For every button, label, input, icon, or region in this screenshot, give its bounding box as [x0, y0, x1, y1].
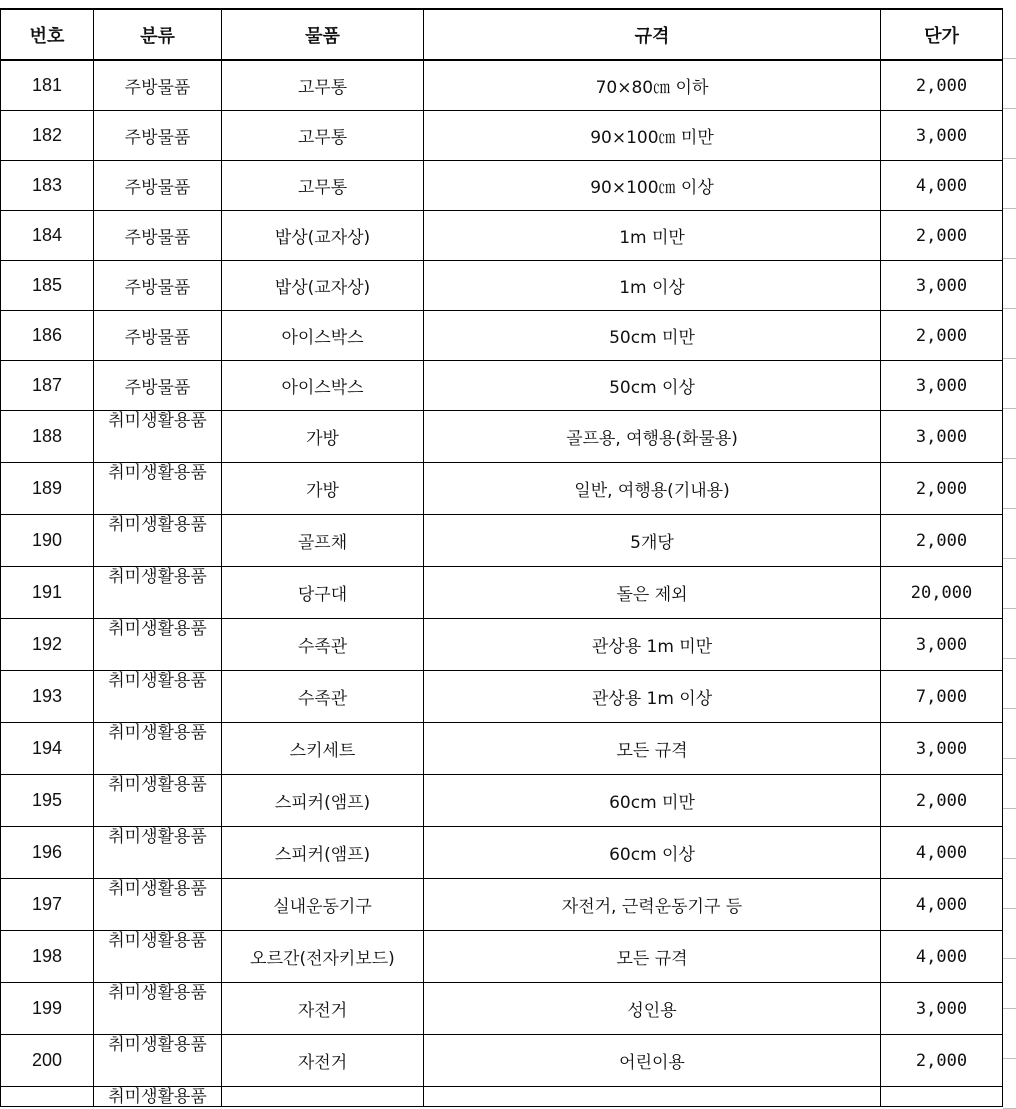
cell-category [94, 411, 222, 463]
header-number: 번호 [1, 9, 94, 60]
cell-spec: 골프용, 여행용(화물용) [424, 411, 881, 463]
gridline [1003, 458, 1016, 459]
category-text: 취미생활용품 [108, 1087, 207, 1107]
table-row [1, 161, 1003, 211]
cell-item: 실내운동기구 [222, 879, 424, 931]
table-row [1, 931, 1003, 983]
cell-category: 주방물품 [94, 211, 222, 261]
cell-category [94, 931, 222, 983]
table-row [1, 775, 1003, 827]
table-row-partial [1, 1087, 1003, 1107]
cell-item: 고무통 [222, 161, 424, 211]
cell-item: 가방 [222, 463, 424, 515]
category-text: 취미생활용품 [108, 515, 207, 535]
cell-price: 3,000 [881, 361, 1003, 411]
fee-table [0, 8, 1003, 1107]
table-row [1, 879, 1003, 931]
gridline [1003, 1008, 1016, 1009]
cell-number: 189 [1, 463, 94, 515]
header-spec: 규격 [424, 9, 881, 60]
cell-item: 스피커(앰프) [222, 827, 424, 879]
gridline [1003, 708, 1016, 709]
cell-price: 2,000 [881, 515, 1003, 567]
cell-category [94, 463, 222, 515]
cell-number [1, 1087, 94, 1107]
table-row [1, 60, 1003, 111]
cell-category [94, 723, 222, 775]
cell-number: 196 [1, 827, 94, 879]
cell-price: 2,000 [881, 463, 1003, 515]
table-row [1, 211, 1003, 261]
cell-price: 20,000 [881, 567, 1003, 619]
cell-category: 주방물품 [94, 261, 222, 311]
cell-number: 186 [1, 311, 94, 361]
gridline [1003, 408, 1016, 409]
header-item: 물품 [222, 9, 424, 60]
cell-item: 가방 [222, 411, 424, 463]
cell-price [881, 1087, 1003, 1107]
cell-spec: 어린이용 [424, 1035, 881, 1087]
gridline [1003, 58, 1016, 59]
cell-number: 195 [1, 775, 94, 827]
cell-price: 7,000 [881, 671, 1003, 723]
gridline [1003, 258, 1016, 259]
gridline [1003, 558, 1016, 559]
category-text: 취미생활용품 [108, 723, 207, 743]
gridline [1003, 1058, 1016, 1059]
category-text: 취미생활용품 [108, 463, 207, 483]
cell-category: 주방물품 [94, 161, 222, 211]
cell-spec: 90×100㎝ 미만 [424, 111, 881, 161]
cell-number: 200 [1, 1035, 94, 1087]
cell-number: 197 [1, 879, 94, 931]
cell-price: 4,000 [881, 879, 1003, 931]
table-row [1, 111, 1003, 161]
cell-number: 198 [1, 931, 94, 983]
cell-item: 오르간(전자키보드) [222, 931, 424, 983]
cell-spec: 1m 이상 [424, 261, 881, 311]
cell-category [94, 567, 222, 619]
gridline [1003, 358, 1016, 359]
table-row [1, 1035, 1003, 1087]
table-row [1, 463, 1003, 515]
cell-price: 3,000 [881, 261, 1003, 311]
cell-number: 183 [1, 161, 94, 211]
cell-number: 194 [1, 723, 94, 775]
category-text: 취미생활용품 [108, 775, 207, 795]
cell-price: 4,000 [881, 827, 1003, 879]
cell-spec: 60cm 미만 [424, 775, 881, 827]
table-body [1, 60, 1003, 1107]
cell-spec: 성인용 [424, 983, 881, 1035]
cell-item: 고무통 [222, 60, 424, 111]
cell-price: 3,000 [881, 619, 1003, 671]
table-row [1, 261, 1003, 311]
cell-category: 주방물품 [94, 60, 222, 111]
category-text: 취미생활용품 [108, 411, 207, 431]
table-row [1, 411, 1003, 463]
cell-item: 자전거 [222, 1035, 424, 1087]
cell-price: 3,000 [881, 111, 1003, 161]
cell-item: 고무통 [222, 111, 424, 161]
cell-price: 4,000 [881, 931, 1003, 983]
category-text: 취미생활용품 [108, 671, 207, 691]
cell-number: 182 [1, 111, 94, 161]
cell-category [94, 983, 222, 1035]
cell-item: 아이스박스 [222, 361, 424, 411]
gridline [1003, 508, 1016, 509]
table-row [1, 671, 1003, 723]
cell-spec: 1m 미만 [424, 211, 881, 261]
cell-number: 188 [1, 411, 94, 463]
cell-item: 스피커(앰프) [222, 775, 424, 827]
cell-category [94, 1035, 222, 1087]
gridline [1003, 308, 1016, 309]
gridline [1003, 108, 1016, 109]
cell-spec: 50cm 이상 [424, 361, 881, 411]
table-row [1, 723, 1003, 775]
cell-price: 2,000 [881, 1035, 1003, 1087]
cell-spec: 50cm 미만 [424, 311, 881, 361]
gridline [1003, 808, 1016, 809]
cell-number: 193 [1, 671, 94, 723]
gridline [1003, 608, 1016, 609]
cell-spec [424, 1087, 881, 1107]
gridline [1003, 908, 1016, 909]
cell-price: 2,000 [881, 60, 1003, 111]
cell-category [94, 827, 222, 879]
cell-item: 자전거 [222, 983, 424, 1035]
cell-spec: 모든 규격 [424, 931, 881, 983]
gridline [1003, 958, 1016, 959]
table-row [1, 515, 1003, 567]
gridline [1003, 758, 1016, 759]
cell-category: 주방물품 [94, 311, 222, 361]
cell-item [222, 1087, 424, 1107]
cell-price: 2,000 [881, 775, 1003, 827]
table-row [1, 567, 1003, 619]
table-row [1, 361, 1003, 411]
cell-category [94, 879, 222, 931]
cell-spec: 일반, 여행용(기내용) [424, 463, 881, 515]
cell-price: 4,000 [881, 161, 1003, 211]
cell-spec: 돌은 제외 [424, 567, 881, 619]
cell-number: 187 [1, 361, 94, 411]
cell-item: 밥상(교자상) [222, 211, 424, 261]
cell-item: 골프채 [222, 515, 424, 567]
cell-category [94, 619, 222, 671]
cell-category [94, 1087, 222, 1107]
cell-spec: 관상용 1m 이상 [424, 671, 881, 723]
cell-category: 주방물품 [94, 361, 222, 411]
cell-spec: 5개당 [424, 515, 881, 567]
cell-number: 181 [1, 60, 94, 111]
cell-item: 밥상(교자상) [222, 261, 424, 311]
cell-price: 3,000 [881, 723, 1003, 775]
category-text: 취미생활용품 [108, 983, 207, 1003]
cell-price: 3,000 [881, 411, 1003, 463]
cell-spec: 모든 규격 [424, 723, 881, 775]
cell-price: 3,000 [881, 983, 1003, 1035]
cell-number: 185 [1, 261, 94, 311]
category-text: 취미생활용품 [108, 931, 207, 951]
cell-number: 190 [1, 515, 94, 567]
cell-spec: 70×80㎝ 이하 [424, 60, 881, 111]
header-category: 분류 [94, 9, 222, 60]
cell-number: 192 [1, 619, 94, 671]
cell-item: 수족관 [222, 671, 424, 723]
cell-spec: 90×100㎝ 이상 [424, 161, 881, 211]
category-text: 취미생활용품 [108, 827, 207, 847]
header-row [1, 9, 1003, 60]
cell-price: 2,000 [881, 211, 1003, 261]
cell-spec: 60cm 이상 [424, 827, 881, 879]
category-text: 취미생활용품 [108, 1035, 207, 1055]
cell-number: 191 [1, 567, 94, 619]
cell-item: 아이스박스 [222, 311, 424, 361]
cell-item: 수족관 [222, 619, 424, 671]
cell-category [94, 671, 222, 723]
category-text: 취미생활용품 [108, 567, 207, 587]
gridline [1003, 658, 1016, 659]
table-row [1, 311, 1003, 361]
cell-item: 당구대 [222, 567, 424, 619]
cell-category [94, 775, 222, 827]
table-row [1, 827, 1003, 879]
category-text: 취미생활용품 [108, 619, 207, 639]
gridline [1003, 158, 1016, 159]
cell-price: 2,000 [881, 311, 1003, 361]
category-text: 취미생활용품 [108, 879, 207, 899]
cell-category: 주방물품 [94, 111, 222, 161]
table-row [1, 619, 1003, 671]
cell-number: 199 [1, 983, 94, 1035]
cell-item: 스키세트 [222, 723, 424, 775]
cell-number: 184 [1, 211, 94, 261]
header-price: 단가 [881, 9, 1003, 60]
cell-spec: 자전거, 근력운동기구 등 [424, 879, 881, 931]
gridline [1003, 858, 1016, 859]
cell-spec: 관상용 1m 미만 [424, 619, 881, 671]
cell-category [94, 515, 222, 567]
table-row [1, 983, 1003, 1035]
gridline [1003, 208, 1016, 209]
